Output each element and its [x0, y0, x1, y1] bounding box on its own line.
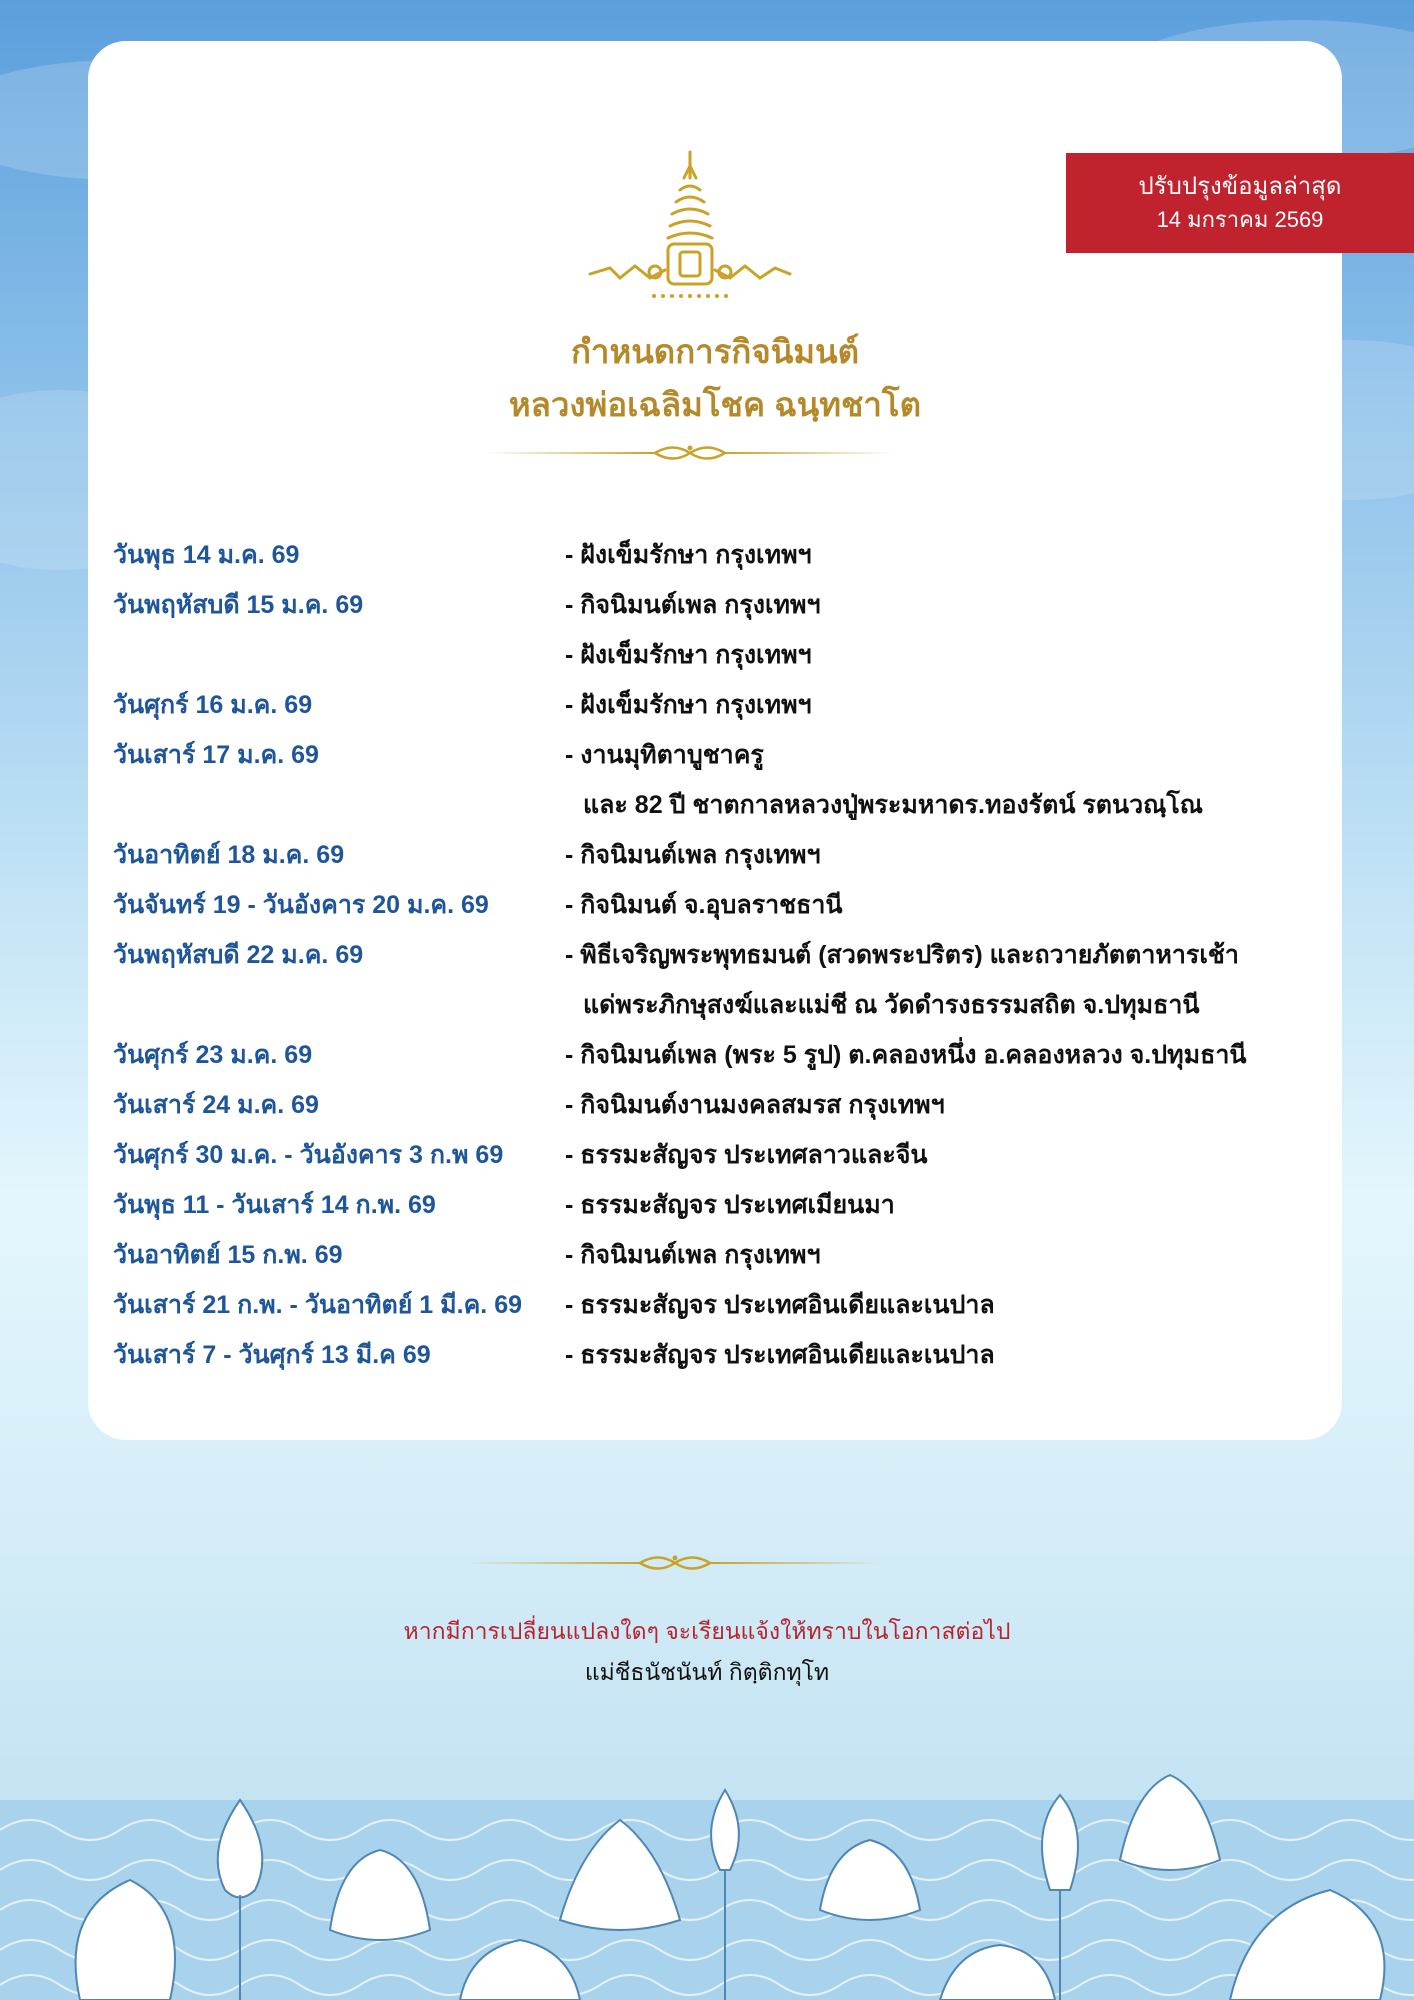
schedule-event: - งานมุทิตาบูชาครู [565, 741, 764, 769]
schedule-row [113, 1230, 1313, 1280]
schedule-row [113, 1330, 1313, 1380]
schedule-event: - ฝังเข็มรักษา กรุงเทพฯ [565, 691, 812, 719]
schedule-event: - ฝังเข็มรักษา กรุงเทพฯ [565, 641, 812, 669]
schedule-row [113, 780, 1313, 830]
schedule-row [113, 980, 1313, 1030]
schedule-event: - ฝังเข็มรักษา กรุงเทพฯ [565, 541, 812, 569]
schedule-date: วันเสาร์ 21 ก.พ. - วันอาทิตย์ 1 มี.ค. 69 [113, 1291, 523, 1319]
schedule-date: วันศุกร์ 23 ม.ค. 69 [113, 1041, 313, 1069]
schedule-event: และ 82 ปี ชาตกาลหลวงปู่พระมหาดร.ทองรัตน์ รตนวณฺโณ [583, 791, 1203, 819]
schedule-date: วันเสาร์ 7 - วันศุกร์ 13 มี.ค 69 [113, 1341, 431, 1369]
schedule-row [113, 930, 1313, 980]
schedule-row [113, 580, 1313, 630]
schedule-row [113, 530, 1313, 580]
ornament-divider [485, 440, 895, 466]
schedule-event: - กิจนิมนต์เพล (พระ 5 รูป) ต.คลองหนึ่ง อ.คลองหลวง จ.ปทุมธานี [565, 1041, 1247, 1069]
schedule-row [113, 680, 1313, 730]
schedule-event: - กิจนิมนต์ จ.อุบลราชธานี [565, 891, 843, 919]
schedule-row [113, 830, 1313, 880]
schedule-event: - กิจนิมนต์งานมงคลสมรส กรุงเทพฯ [565, 1091, 945, 1119]
schedule-date: วันพุธ 14 ม.ค. 69 [113, 541, 300, 569]
schedule-date: วันพฤหัสบดี 15 ม.ค. 69 [113, 591, 364, 619]
update-badge-date: 14 มกราคม 2569 [1156, 207, 1324, 232]
schedule-event: - กิจนิมนต์เพล กรุงเทพฯ [565, 841, 821, 869]
footer-signature: แม่ชีธนัชนันท์ กิตฺติกทุโท [584, 1659, 830, 1685]
schedule-date: วันเสาร์ 24 ม.ค. 69 [113, 1091, 319, 1119]
schedule-event: - พิธีเจริญพระพุทธมนต์ (สวดพระปริตร) และถวายภัตตาหารเช้า [565, 941, 1239, 969]
schedule-date: วันเสาร์ 17 ม.ค. 69 [113, 741, 319, 769]
schedule-date: วันอาทิตย์ 15 ก.พ. 69 [113, 1241, 343, 1269]
schedule-row [113, 1280, 1313, 1330]
schedule-date: วันศุกร์ 30 ม.ค. - วันอังคาร 3 ก.พ 69 [113, 1141, 504, 1169]
schedule-list [113, 530, 1313, 1380]
schedule-row [113, 1030, 1313, 1080]
schedule-event: - ธรรมะสัญจร ประเทศลาวและจีน [565, 1141, 928, 1169]
schedule-row [113, 730, 1313, 780]
schedule-event: - ธรรมะสัญจร ประเทศเมียนมา [565, 1191, 895, 1219]
schedule-date: วันศุกร์ 16 ม.ค. 69 [113, 691, 313, 719]
page-subtitle: หลวงพ่อเฉลิมโชค ฉนฺทชาโต [508, 386, 922, 423]
ornament-divider-bottom [465, 1550, 885, 1576]
schedule-date: วันพุธ 11 - วันเสาร์ 14 ก.พ. 69 [113, 1191, 436, 1219]
schedule-row [113, 1080, 1313, 1130]
footer-note: หากมีการเปลี่ยนแปลงใดๆ จะเรียนแจ้งให้ทราบในโอกาสต่อไป [403, 1618, 1011, 1644]
lotus-wave-decoration [0, 1760, 1414, 2000]
schedule-date: วันพฤหัสบดี 22 ม.ค. 69 [113, 941, 364, 969]
update-badge [1066, 153, 1414, 253]
schedule-row [113, 630, 1313, 680]
update-badge-label: ปรับปรุงข้อมูลล่าสุด [1138, 173, 1342, 200]
schedule-event: - กิจนิมนต์เพล กรุงเทพฯ [565, 1241, 821, 1269]
schedule-event: แด่พระภิกษุสงฆ์และแม่ชี ณ วัดดำรงธรรมสถิต จ.ปทุมธานี [583, 991, 1200, 1019]
schedule-event: - ธรรมะสัญจร ประเทศอินเดียและเนปาล [565, 1291, 995, 1319]
schedule-date: วันอาทิตย์ 18 ม.ค. 69 [113, 841, 345, 869]
schedule-event: - กิจนิมนต์เพล กรุงเทพฯ [565, 591, 821, 619]
schedule-event: - ธรรมะสัญจร ประเทศอินเดียและเนปาล [565, 1341, 995, 1369]
schedule-date: วันจันทร์ 19 - วันอังคาร 20 ม.ค. 69 [113, 891, 489, 919]
stupa-emblem-icon [580, 148, 800, 303]
page-title: กำหนดการกิจนิมนต์ [570, 333, 860, 370]
schedule-row [113, 1130, 1313, 1180]
schedule-row [113, 1180, 1313, 1230]
schedule-row [113, 880, 1313, 930]
